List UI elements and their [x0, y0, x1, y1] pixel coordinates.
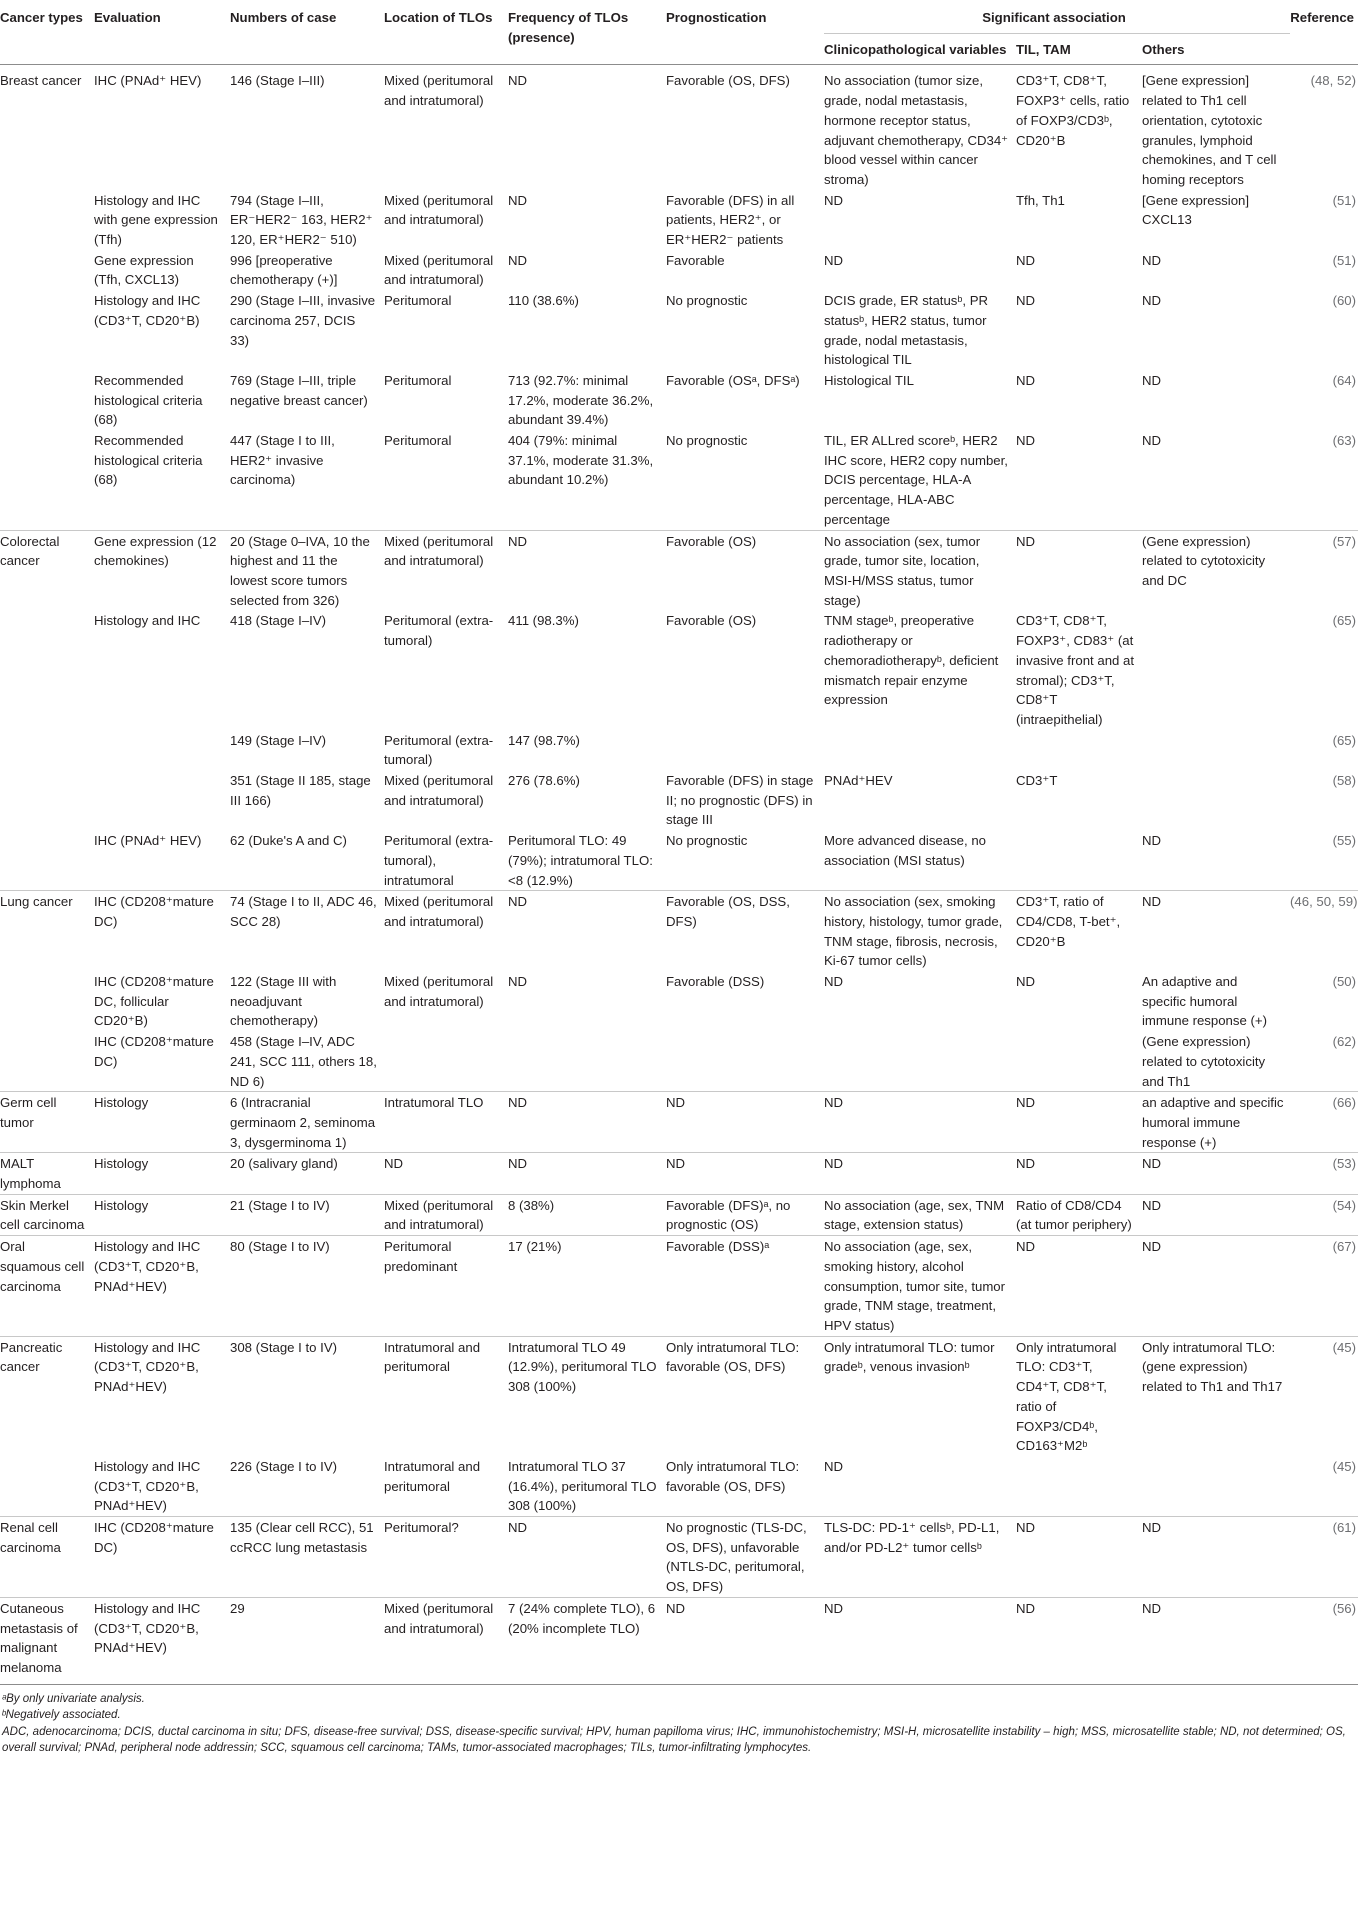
evaluation-cell: Gene expression (12 chemokines) [94, 530, 230, 610]
evaluation-cell: Recommended histological criteria (68) [94, 433, 203, 488]
numbers-cell: 351 (Stage II 185, stage III 166) [230, 773, 371, 808]
reference-cell: (51) [1332, 252, 1357, 268]
clinicopathological-cell: ND [824, 1597, 1016, 1683]
footnote-abbreviations: ADC, adenocarcinoma; DCIS, ductal carcinoma in situ; DFS, disease-free survival; DSS, disease-specific survival; HPV, human papilloma virus; IHC, immunohistochemistry; MSI-H, microsatellite instability – high; MSS, microsatellite stable; ND, not determined; OS, overall survival; PNAd, peripheral node addressin; SCC, squamous cell carcinoma; TAMs, tumor-associated macrophages; TILs, tumor-infiltrating lymphocytes. [2, 1725, 1346, 1755]
table-row [0, 1031, 1358, 1092]
evaluation-cell: IHC (CD208⁺mature DC, follicular CD20⁺B) [94, 974, 214, 1029]
header-evaluation: Evaluation [94, 0, 230, 65]
table-row [0, 250, 1358, 290]
prognostication-cell [666, 1031, 824, 1092]
evaluation-cell: Histology [94, 1153, 230, 1194]
header-cancer-types: Cancer types [0, 0, 94, 65]
location-cell: Mixed (peritumoral and intratumoral) [384, 773, 494, 808]
til-tam-cell: Ratio of CD8/CD4 (at tumor periphery) [1016, 1194, 1142, 1235]
numbers-cell: 20 (Stage 0–IVA, 10 the highest and 11 the lowest score tumors selected from 326) [230, 530, 384, 610]
location-cell [384, 1031, 508, 1092]
table-row [0, 1194, 1358, 1235]
prognostication-cell [666, 730, 824, 770]
others-cell: ND [1142, 1517, 1290, 1598]
frequency-cell: Intratumoral TLO 49 (12.9%), peritumoral TLO 308 (100%) [508, 1336, 666, 1456]
reference-cell: (65) [1332, 732, 1357, 748]
evaluation-cell: Histology and IHC with gene expression (Tfh) [94, 192, 218, 248]
others-cell: (Gene expression) related to cytotoxicity and DC [1142, 530, 1290, 610]
til-tam-cell [1016, 730, 1142, 770]
frequency-cell: 7 (24% complete TLO), 6 (20% incomplete TLO) [508, 1597, 666, 1683]
header-row [0, 0, 1358, 33]
evaluation-cell: IHC (CD208⁺mature DC) [94, 1034, 214, 1069]
table-row [0, 430, 1358, 530]
prognostication-cell: Favorable (DFS) in stage II; no prognostic (DFS) in stage III [666, 773, 814, 828]
reference-cell: (55) [1332, 833, 1357, 849]
numbers-cell: 226 (Stage I to IV) [230, 1458, 338, 1474]
location-cell: Mixed (peritumoral and intratumoral) [384, 530, 508, 610]
frequency-cell: ND [508, 1092, 666, 1153]
clinicopathological-cell: ND [824, 252, 844, 268]
evaluation-cell: IHC (PNAd⁺ HEV) [94, 833, 202, 849]
footnote-a: ᵃBy only univariate analysis. [2, 1692, 145, 1705]
prognostication-cell: Favorable (OS, DFS) [666, 73, 790, 89]
location-cell: Peritumoral [384, 433, 452, 449]
cancer-type-cell [0, 610, 94, 729]
prognostication-cell: No prognostic (TLS-DC, OS, DFS), unfavorable (NTLS-DC, peritumoral, OS, DFS) [666, 1517, 824, 1598]
prognostication-cell: Only intratumoral TLO: favorable (OS, DFS) [666, 1458, 800, 1494]
til-tam-cell [1016, 1456, 1142, 1517]
table-row [0, 971, 1358, 1031]
til-tam-cell: ND [1016, 252, 1036, 268]
others-cell: (Gene expression) related to cytotoxicity and Th1 [1142, 1034, 1266, 1089]
cancer-type-cell [0, 1456, 94, 1517]
location-cell: Mixed (peritumoral and intratumoral) [384, 891, 508, 971]
others-cell: ND [1142, 1153, 1290, 1194]
prognostication-cell: Favorable (OSᵃ, DFSᵃ) [666, 372, 800, 388]
location-cell: Mixed (peritumoral and intratumoral) [384, 974, 494, 1009]
frequency-cell: 17 (21%) [508, 1236, 666, 1337]
numbers-cell: 149 (Stage I–IV) [230, 732, 327, 748]
cancer-type-cell: Renal cell carcinoma [0, 1517, 94, 1598]
location-cell: Mixed (peritumoral and intratumoral) [384, 1597, 508, 1683]
clinicopathological-cell: No association (tumor size, grade, nodal metastasis, hormone receptor status, adjuvant chemotherapy, CD34⁺ blood vessel within cancer stroma) [824, 73, 1009, 187]
til-tam-cell: CD3⁺T, CD8⁺T, FOXP3⁺, CD83⁺ (at invasive front and at stromal); CD3⁺T, CD8⁺T (intraepithelial) [1016, 613, 1135, 727]
location-cell: Peritumoral [384, 372, 452, 388]
numbers-cell: 418 (Stage I–IV) [230, 613, 327, 629]
cancer-type-cell [0, 1031, 94, 1092]
clinicopathological-cell: TNM stageᵇ, preoperative radiotherapy or chemoradiotherapyᵇ, deficient mismatch repair enzyme expression [824, 613, 999, 708]
table-row [0, 1336, 1358, 1456]
evaluation-cell: Histology and IHC (CD3⁺T, CD20⁺B, PNAd⁺HEV) [94, 1336, 230, 1456]
numbers-cell: 458 (Stage I–IV, ADC 241, SCC 111, others 18, ND 6) [230, 1034, 377, 1089]
location-cell: Mixed (peritumoral and intratumoral) [384, 73, 494, 109]
til-tam-cell: Only intratumoral TLO: CD3⁺T, CD4⁺T, CD8⁺T, ratio of FOXP3/CD4ᵇ, CD163⁺M2ᵇ [1016, 1336, 1142, 1456]
til-tam-cell: ND [1016, 974, 1036, 990]
numbers-cell: 29 [230, 1597, 384, 1683]
numbers-cell: 62 (Duke's A and C) [230, 833, 347, 849]
evaluation-cell: Histology and IHC (CD3⁺T, CD20⁺B, PNAd⁺HEV) [94, 1458, 201, 1514]
clinicopathological-cell [824, 1031, 1016, 1092]
cancer-type-cell: Cutaneous metastasis of malignant melanoma [0, 1597, 94, 1683]
evaluation-cell: Gene expression (Tfh, CXCL13) [94, 252, 194, 288]
others-cell: an adaptive and specific humoral immune response (+) [1142, 1092, 1290, 1153]
numbers-cell: 308 (Stage I to IV) [230, 1336, 384, 1456]
frequency-cell: 404 (79%: minimal 37.1%, moderate 31.3%, abundant 10.2%) [508, 433, 654, 488]
others-cell: ND [1142, 433, 1162, 449]
evaluation-cell: Histology and IHC [94, 613, 201, 629]
table-row [0, 1092, 1358, 1153]
til-tam-cell: ND [1016, 1153, 1142, 1194]
location-cell: Intratumoral and peritumoral [384, 1458, 481, 1494]
frequency-cell: Intratumoral TLO 37 (16.4%), peritumoral TLO 308 (100%) [508, 1458, 657, 1514]
location-cell: Peritumoral (extra-tumoral), intratumoral [384, 833, 494, 888]
frequency-cell: ND [508, 1153, 666, 1194]
cancer-type-cell [0, 370, 94, 430]
header-numbers-of-case: Numbers of case [230, 0, 384, 65]
header-significant-association: Significant association [824, 0, 1290, 33]
frequency-cell: ND [508, 530, 666, 610]
table-bottom-rule [0, 1684, 1358, 1685]
reference-cell: (63) [1332, 433, 1357, 449]
clinicopathological-cell: ND [824, 974, 844, 990]
others-cell [1142, 1456, 1290, 1517]
numbers-cell: 21 (Stage I to IV) [230, 1194, 384, 1235]
reference-cell: (57) [1290, 530, 1358, 610]
location-cell: ND [384, 1153, 508, 1194]
others-cell: ND [1142, 252, 1162, 268]
table-row [0, 1597, 1358, 1683]
til-tam-cell: CD3⁺T, CD8⁺T, FOXP3⁺ cells, ratio of FOXP3/CD3ᵇ, CD20⁺B [1016, 73, 1130, 148]
others-cell: [Gene expression] CXCL13 [1142, 192, 1250, 228]
prognostication-cell: Favorable [666, 252, 725, 268]
location-cell: Peritumoral predominant [384, 1236, 508, 1337]
evaluation-cell: IHC (CD208⁺mature DC) [94, 891, 230, 971]
prognostication-cell: Favorable (OS) [666, 530, 824, 610]
table-row [0, 610, 1358, 729]
clinicopathological-cell: PNAd⁺HEV [824, 773, 893, 789]
clinicopathological-cell: No association (sex, smoking history, histology, tumor grade, TNM stage, fibrosis, necrosis, Ki-67 tumor cells) [824, 891, 1016, 971]
numbers-cell: 447 (Stage I to III, HER2⁺ invasive carcinoma) [230, 433, 335, 488]
evaluation-cell [94, 770, 230, 830]
location-cell: Peritumoral (extra-tumoral) [384, 732, 494, 768]
others-cell: ND [1142, 1236, 1290, 1337]
cancer-type-cell [0, 250, 94, 290]
frequency-cell: 411 (98.3%) [508, 613, 579, 629]
table-row [0, 891, 1358, 971]
footnote-b: ᵇNegatively associated. [2, 1709, 121, 1722]
evaluation-cell: IHC (CD208⁺mature DC) [94, 1517, 230, 1598]
evaluation-cell [94, 730, 230, 770]
cancer-type-cell: Breast cancer [0, 73, 82, 89]
others-cell: Only intratumoral TLO: (gene expression) related to Th1 and Th17 [1142, 1336, 1290, 1456]
location-cell: Peritumoral [384, 293, 452, 309]
reference-cell: (65) [1332, 613, 1357, 629]
table-row [0, 370, 1358, 430]
evaluation-cell: IHC (PNAd⁺ HEV) [94, 73, 202, 89]
frequency-cell: Peritumoral TLO: 49 (79%); intratumoral TLO: <8 (12.9%) [508, 833, 653, 888]
til-tam-cell: ND [1016, 1092, 1142, 1153]
table-row [0, 290, 1358, 370]
til-tam-cell: CD3⁺T, ratio of CD4/CD8, T-bet⁺, CD20⁺B [1016, 891, 1142, 971]
prognostication-cell: Favorable (OS, DSS, DFS) [666, 891, 824, 971]
prognostication-cell: No prognostic [666, 433, 748, 449]
cancer-type-cell [0, 971, 94, 1031]
numbers-cell: 6 (Intracranial germinaom 2, seminoma 3, dysgerminoma 1) [230, 1092, 384, 1153]
others-cell: ND [1142, 372, 1162, 388]
reference-cell: (50) [1332, 974, 1357, 990]
clinicopathological-cell: ND [824, 1092, 1016, 1153]
reference-cell: (56) [1290, 1597, 1358, 1683]
reference-cell: (53) [1290, 1153, 1358, 1194]
prognostication-cell: No prognostic [666, 293, 748, 309]
location-cell: Intratumoral and peritumoral [384, 1336, 508, 1456]
cancer-type-cell [0, 770, 94, 830]
header-prognostication: Prognostication [666, 0, 824, 65]
reference-cell: (48, 52) [1310, 73, 1357, 89]
prognostication-cell: Favorable (DFS)ᵃ, no prognostic (OS) [666, 1194, 824, 1235]
others-cell [1142, 610, 1290, 729]
header-reference: Reference [1290, 0, 1358, 65]
others-cell: [Gene expression] related to Th1 cell orientation, cytotoxic granules, lymphoid chemokines, and T cell homing receptors [1142, 73, 1277, 187]
frequency-cell: ND [508, 73, 528, 89]
others-cell: ND [1142, 891, 1290, 971]
cancer-type-cell: Skin Merkel cell carcinoma [0, 1194, 94, 1235]
numbers-cell: 290 (Stage I–III, invasive carcinoma 257, DCIS 33) [230, 293, 376, 348]
location-cell: Mixed (peritumoral and intratumoral) [384, 1194, 508, 1235]
cancer-type-cell [0, 830, 94, 891]
location-cell: Peritumoral (extra-tumoral) [384, 613, 494, 649]
clinicopathological-cell: ND [824, 192, 844, 208]
reference-cell: (58) [1332, 773, 1357, 789]
header-clinicopathological: Clinicopathological variables [824, 33, 1016, 65]
til-tam-cell [1016, 1031, 1142, 1092]
til-tam-cell: ND [1016, 1517, 1142, 1598]
frequency-cell: ND [508, 974, 528, 990]
others-cell: ND [1142, 293, 1162, 309]
prognostication-cell: ND [666, 1597, 824, 1683]
til-tam-cell: ND [1016, 530, 1142, 610]
numbers-cell: 74 (Stage I to II, ADC 46, SCC 28) [230, 891, 384, 971]
table-row [0, 530, 1358, 610]
cancer-type-cell: Lung cancer [0, 891, 94, 971]
frequency-cell [508, 1031, 666, 1092]
frequency-cell: ND [508, 891, 666, 971]
evaluation-cell: Histology [94, 1194, 230, 1235]
numbers-cell: 135 (Clear cell RCC), 51 ccRCC lung metastasis [230, 1517, 384, 1598]
cancer-type-cell [0, 290, 94, 370]
header-til-tam: TIL, TAM [1016, 33, 1142, 65]
evaluation-cell: Histology and IHC (CD3⁺T, CD20⁺B) [94, 293, 201, 328]
clinicopathological-cell [824, 730, 1016, 770]
clinicopathological-cell: No association (age, sex, TNM stage, extension status) [824, 1194, 1016, 1235]
location-cell: Peritumoral? [384, 1517, 508, 1598]
evaluation-cell: Histology [94, 1092, 230, 1153]
frequency-cell: 713 (92.7%: minimal 17.2%, moderate 36.2%, abundant 39.4%) [508, 372, 654, 428]
prognostication-cell: Favorable (DFS) in all patients, HER2⁺, or ER⁺HER2⁻ patients [666, 192, 795, 248]
numbers-cell: 996 [preoperative chemotherapy (+)] [230, 252, 338, 288]
prognostication-cell: ND [666, 1153, 824, 1194]
til-tam-cell: Tfh, Th1 [1016, 192, 1065, 208]
reference-cell: (46, 50, 59) [1290, 891, 1358, 971]
location-cell: Mixed (peritumoral and intratumoral) [384, 252, 494, 288]
cancer-type-cell: Germ cell tumor [0, 1092, 94, 1153]
prognostication-cell: Favorable (DSS)ᵃ [666, 1236, 824, 1337]
til-tam-cell: ND [1016, 293, 1036, 309]
cancer-type-cell: Oral squamous cell carcinoma [0, 1236, 94, 1337]
reference-cell: (61) [1290, 1517, 1358, 1598]
numbers-cell: 20 (salivary gland) [230, 1153, 384, 1194]
frequency-cell: 276 (78.6%) [508, 773, 580, 789]
others-cell: ND [1142, 1597, 1290, 1683]
frequency-cell: 147 (98.7%) [508, 732, 580, 748]
table-row [0, 1153, 1358, 1194]
evaluation-cell: Histology and IHC (CD3⁺T, CD20⁺B, PNAd⁺HEV) [94, 1597, 230, 1683]
table-row [0, 1517, 1358, 1598]
cancer-type-cell: MALT lymphoma [0, 1153, 94, 1194]
table-row [0, 770, 1358, 830]
numbers-cell: 769 (Stage I–III, triple negative breast cancer) [230, 372, 368, 408]
numbers-cell: 146 (Stage I–III) [230, 73, 325, 89]
table-body [0, 65, 1358, 1684]
prognostication-cell: No prognostic [666, 833, 748, 849]
frequency-cell: 110 (38.6%) [508, 293, 579, 309]
cancer-type-cell [0, 430, 94, 530]
til-tam-cell: ND [1016, 433, 1036, 449]
footnotes [0, 1691, 1352, 1757]
reference-cell: (51) [1332, 192, 1357, 208]
clinicopathological-cell: TLS-DC: PD-1⁺ cellsᵇ, PD-L1, and/or PD-L2⁺ tumor cellsᵇ [824, 1517, 1016, 1598]
clinicopathological-cell: ND [824, 1458, 844, 1474]
clinicopathological-cell: ND [824, 1153, 1016, 1194]
location-cell: Intratumoral TLO [384, 1092, 508, 1153]
prognostication-cell: Favorable (OS) [666, 613, 757, 629]
table-row [0, 65, 1358, 190]
table-row [0, 730, 1358, 770]
frequency-cell: 8 (38%) [508, 1194, 666, 1235]
others-cell: ND [1142, 833, 1162, 849]
numbers-cell: 80 (Stage I to IV) [230, 1236, 384, 1337]
cancer-type-cell [0, 190, 94, 250]
cancer-type-cell [0, 730, 94, 770]
reference-cell: (54) [1290, 1194, 1358, 1235]
others-cell [1142, 770, 1290, 830]
reference-cell: (60) [1332, 293, 1357, 309]
til-tam-cell [1016, 830, 1142, 891]
evaluation-cell: Histology and IHC (CD3⁺T, CD20⁺B, PNAd⁺HEV) [94, 1236, 230, 1337]
prognostication-cell: Favorable (DSS) [666, 974, 765, 990]
table-row [0, 830, 1358, 891]
clinicopathological-cell: Histological TIL [824, 372, 914, 388]
til-tam-cell: CD3⁺T [1016, 773, 1058, 789]
others-cell [1142, 730, 1290, 770]
table-row [0, 1236, 1358, 1337]
til-tam-cell: ND [1016, 1236, 1142, 1337]
header-frequency: Frequency of TLOs (presence) [508, 0, 666, 65]
reference-cell: (66) [1290, 1092, 1358, 1153]
clinicopathological-cell: TIL, ER ALLred scoreᵇ, HER2 IHC score, HER2 copy number, DCIS percentage, HLA-A percentage, HLA-ABC percentage [824, 433, 1008, 527]
header-others: Others [1142, 33, 1290, 65]
evaluation-cell: Recommended histological criteria (68) [94, 372, 203, 428]
table-row [0, 1456, 1358, 1517]
clinicopathological-cell: Only intratumoral TLO: tumor gradeᵇ, venous invasionᵇ [824, 1336, 1016, 1456]
reference-cell: (64) [1332, 372, 1357, 388]
prognostication-cell: Only intratumoral TLO: favorable (OS, DFS) [666, 1336, 824, 1456]
numbers-cell: 122 (Stage III with neoadjuvant chemotherapy) [230, 974, 337, 1029]
prognostication-cell: ND [666, 1092, 824, 1153]
frequency-cell: ND [508, 1517, 666, 1598]
til-tam-cell: ND [1016, 1597, 1142, 1683]
numbers-cell: 794 (Stage I–III, ER⁻HER2⁻ 163, HER2⁺ 120, ER⁺HER2⁻ 510) [230, 192, 373, 248]
reference-cell: (62) [1332, 1034, 1357, 1050]
reference-cell: (67) [1290, 1236, 1358, 1337]
clinicopathological-cell: DCIS grade, ER statusᵇ, PR statusᵇ, HER2 status, tumor grade, nodal metastasis, histological TIL [824, 293, 989, 368]
clinicopathological-cell: No association (sex, tumor grade, tumor site, location, MSI-H/MSS status, tumor stage) [824, 530, 1016, 610]
cancer-type-cell: Pancreatic cancer [0, 1336, 94, 1456]
clinicopathological-cell: No association (age, sex, smoking history, alcohol consumption, tumor site, tumor grade, TNM stage, treatment, HPV status) [824, 1236, 1016, 1337]
table-row [0, 190, 1358, 250]
til-tam-cell: ND [1016, 372, 1036, 388]
location-cell: Mixed (peritumoral and intratumoral) [384, 192, 494, 228]
reference-cell: (45) [1332, 1458, 1357, 1474]
others-cell: An adaptive and specific humoral immune response (+) [1142, 974, 1267, 1029]
clinicopathological-cell: More advanced disease, no association (MSI status) [824, 833, 987, 868]
frequency-cell: ND [508, 252, 528, 268]
reference-cell: (45) [1290, 1336, 1358, 1456]
cancer-type-cell: Colorectal cancer [0, 530, 94, 610]
others-cell: ND [1142, 1194, 1290, 1235]
header-location: Location of TLOs [384, 0, 508, 65]
frequency-cell: ND [508, 192, 528, 208]
